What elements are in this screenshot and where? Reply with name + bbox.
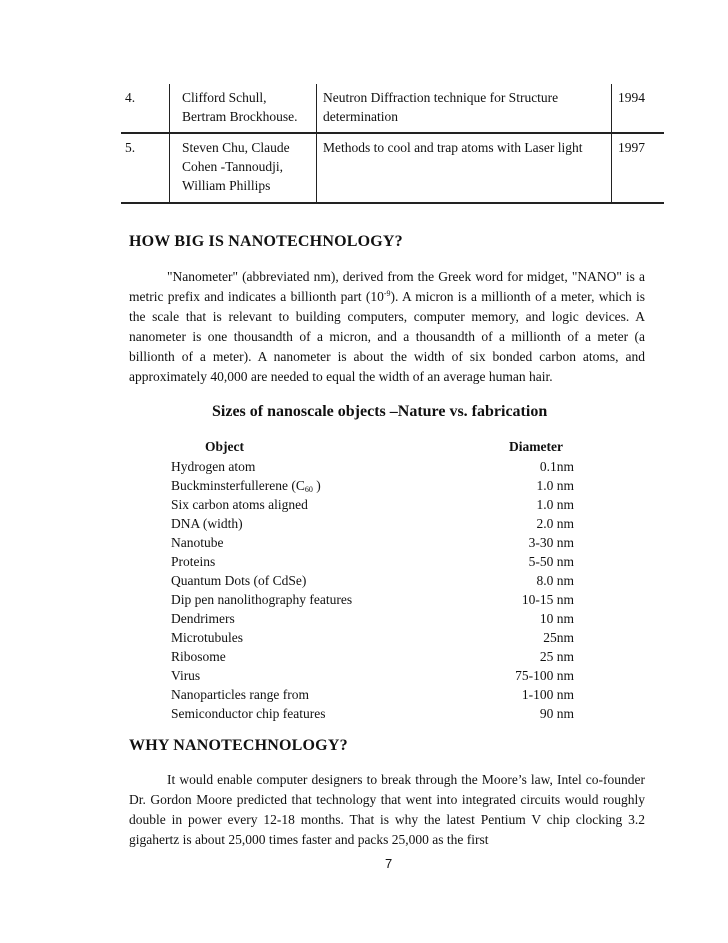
how-big-paragraph — [129, 267, 645, 387]
list-item — [171, 704, 581, 723]
object-diameter: 1-100 nm — [521, 687, 574, 702]
laureate-name: Bertram Brockhouse. — [182, 109, 298, 124]
laureate-names — [170, 133, 317, 203]
how-big-text-a: "Nanometer" (abbreviated nm), derived from the Greek word for midget, "NANO" is a metric prefix and indicates a billionth part (10 — [129, 269, 645, 304]
object-name: Nanoparticles range from — [171, 687, 309, 702]
list-item — [171, 552, 581, 571]
column-header-diameter: Diameter — [509, 439, 563, 454]
object-diameter: 1.0 nm — [536, 497, 574, 512]
object-name: Nanotube — [171, 535, 224, 550]
list-item — [171, 514, 581, 533]
list-item — [171, 685, 581, 704]
object-diameter: 0.1nm — [539, 459, 574, 474]
work-line: Neutron Diffraction technique for Structure — [323, 90, 559, 105]
object-name: Dendrimers — [171, 611, 235, 626]
object-diameter: 90 nm — [539, 706, 574, 721]
object-name — [171, 476, 321, 495]
section-heading-why: WHY NANOTECHNOLOGY? — [129, 737, 348, 754]
object-name: Quantum Dots (of CdSe) — [171, 573, 307, 588]
object-name: Proteins — [171, 554, 216, 569]
list-item — [171, 457, 581, 476]
object-name: DNA (width) — [171, 516, 243, 531]
object-diameter: 10 nm — [539, 611, 574, 626]
object-name-tail: ) — [312, 478, 321, 493]
object-name: Hydrogen atom — [171, 459, 256, 474]
page-number: 7 — [385, 856, 393, 871]
laureate-name: Steven Chu, Claude — [182, 140, 290, 155]
object-name: Semiconductor chip features — [171, 706, 326, 721]
why-paragraph — [129, 770, 645, 850]
table-row — [121, 84, 664, 133]
laureate-name: Clifford Schull, — [182, 90, 267, 105]
object-name: Microtubules — [171, 630, 243, 645]
object-diameter: 2.0 nm — [536, 516, 574, 531]
laureate-names — [170, 84, 317, 133]
object-name: Ribosome — [171, 649, 226, 664]
laureate-name: William Phillips — [182, 178, 271, 193]
section-heading-how-big: HOW BIG IS NANOTECHNOLOGY? — [129, 233, 403, 250]
nobel-table — [121, 84, 664, 204]
list-item — [171, 476, 581, 495]
object-diameter: 3-30 nm — [528, 535, 574, 550]
award-year: 1994 — [612, 84, 665, 133]
work-description — [317, 133, 612, 203]
laureate-name: Cohen -Tannoudji, — [182, 159, 284, 174]
object-name: Dip pen nanolithography features — [171, 592, 353, 607]
row-index: 4. — [125, 90, 136, 105]
list-item — [171, 628, 581, 647]
object-diameter: 25 nm — [539, 649, 574, 664]
object-diameter: 10-15 nm — [521, 592, 574, 607]
why-text: It would enable computer designers to break through the Moore’s law, Intel co-founder Dr. Gordon Moore predicted that technology that went into integrated circuits would roughly double in power every 12-18 months. That is why the latest Pentium V chip clocking 3.2 gigahertz is about 25,000 times faster and packs 25,000 as the first — [129, 772, 645, 847]
list-item — [171, 666, 581, 685]
object-diameter: 1.0 nm — [536, 478, 574, 493]
list-item — [171, 609, 581, 628]
subscript: 60 — [304, 485, 313, 494]
object-diameter: 75-100 nm — [515, 668, 574, 683]
column-header-object: Object — [205, 439, 244, 454]
exponent: -9 — [383, 289, 391, 298]
work-description — [317, 84, 612, 133]
object-diameter: 5-50 nm — [528, 554, 574, 569]
object-diameter: 8.0 nm — [536, 573, 574, 588]
sizes-table-title: Sizes of nanoscale objects –Nature vs. fabrication — [212, 403, 548, 420]
sizes-list — [171, 457, 581, 723]
list-item — [171, 495, 581, 514]
award-year: 1997 — [612, 133, 665, 203]
row-index: 5. — [121, 133, 170, 203]
table-row — [121, 133, 664, 203]
list-item — [171, 533, 581, 552]
object-name: Virus — [171, 668, 201, 683]
how-big-text-b: ). A micron is a millionth of a meter, which is the scale that is relevant to building computers, computer memory, and logic devices. A nanometer is one thousandth of a micron, and a thousandth of a millionth of a meter (a billionth of a meter). A nanometer is about the width of six bonded carbon atoms, and approximately 40,000 are needed to equal the width of an average human hair. — [129, 289, 646, 384]
list-item — [171, 571, 581, 590]
object-name: Six carbon atoms aligned — [171, 497, 308, 512]
object-diameter: 25nm — [543, 630, 574, 645]
list-item — [171, 590, 581, 609]
work-line: determination — [323, 109, 398, 124]
work-line: Methods to cool and trap atoms with Laser light — [323, 140, 583, 155]
object-name-text: Buckminsterfullerene (C — [171, 478, 305, 493]
list-item — [171, 647, 581, 666]
